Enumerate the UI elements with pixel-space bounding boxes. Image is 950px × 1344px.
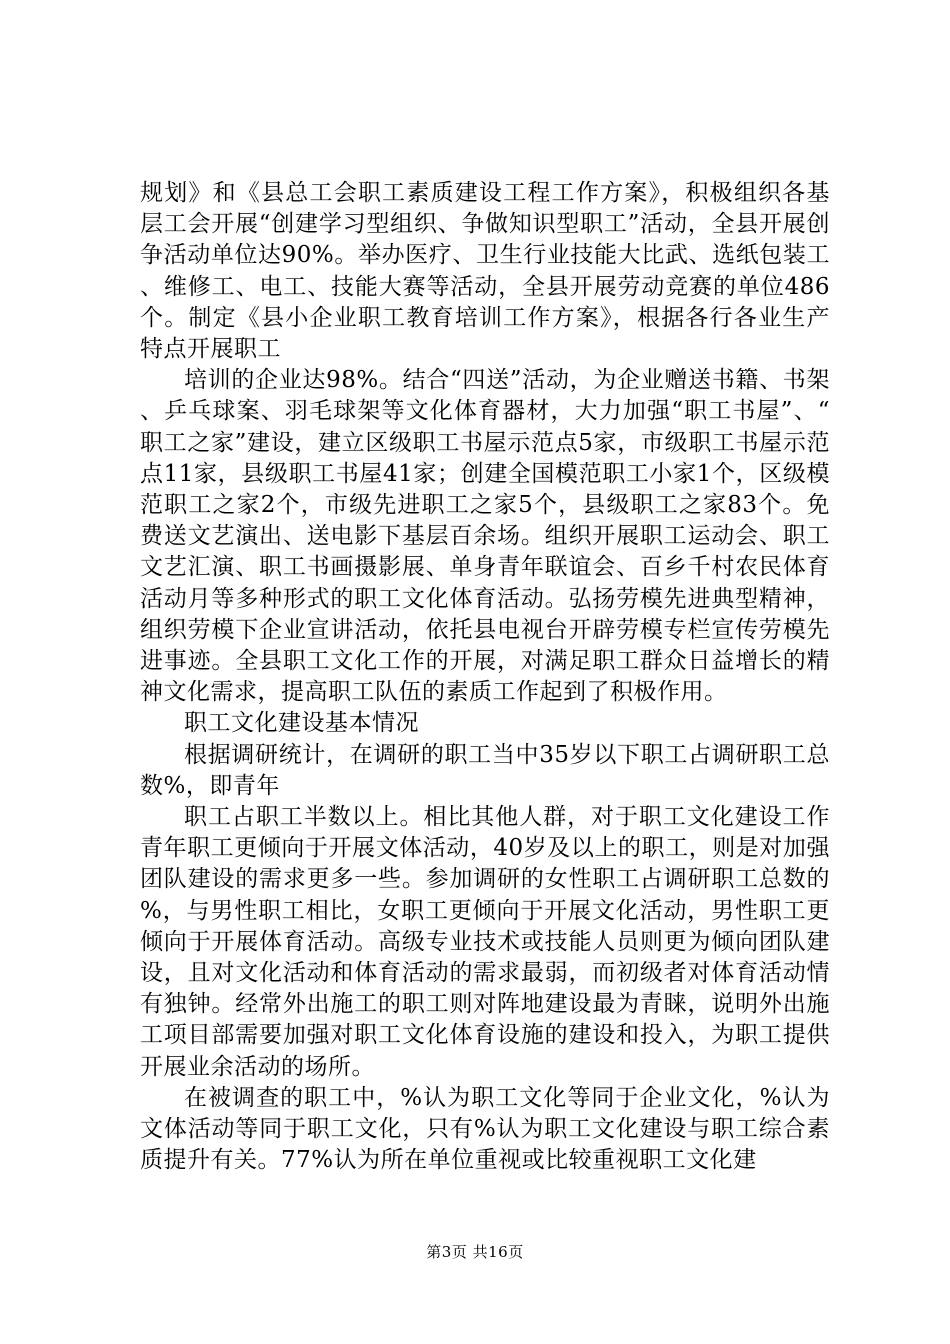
- paragraph: 在被调查的职工中，%认为职工文化等同于企业文化，%认为文体活动等同于职工文化，只有%认为职工文化建设与职工综合素质提升有关。77%认为所在单位重视或比较重视职工文化建: [140, 1084, 830, 1174]
- page-footer: [0, 1242, 950, 1262]
- paragraph: 职工占职工半数以上。相比其他人群，对于职工文化建设工作青年职工更倾向于开展文体活动，40岁及以上的职工，则是对加强团队建设的需求更多一些。参加调研的女性职工占调研职工总数的%，与男性职工相比，女职工更倾向于开展文化活动，男性职工更倾向于开展体育活动。高级专业技术或技能人员则更为倾向团队建设，且对文化活动和体育活动的需求最弱，而初级者对体育活动情有独钟。经常外出施工的职工则对阵地建设最为青睐，说明外出施工项目部需要加强对职工文化体育设施的建设和投入，为职工提供开展业余活动的场所。: [140, 804, 830, 1080]
- document-body: [140, 178, 830, 1177]
- page-number: 第3页 共16页: [426, 1243, 524, 1261]
- paragraph: 培训的企业达98%。结合“四送”活动，为企业赠送书籍、书架、乒乓球案、羽毛球架等文化体育器材，大力加强“职工书屋”、“职工之家”建设，建立区级职工书屋示范点5家，市级职工书屋示范点11家，县级职工书屋41家；创建全国模范职工小家1个，区级模范职工之家2个，市级先进职工之家5个，县级职工之家83个。免费送文艺演出、送电影下基层百余场。组织开展职工运动会、职工文艺汇演、职工书画摄影展、单身青年联谊会、百乡千村农民体育活动月等多种形式的职工文化体育活动。弘扬劳模先进典型精神，组织劳模下企业宣讲活动，依托县电视台开辟劳模专栏宣传劳模先进事迹。全县职工文化工作的开展，对满足职工群众日益增长的精神文化需求，提高职工队伍的素质工作起到了积极作用。: [140, 367, 830, 706]
- paragraph: 规划》和《县总工会职工素质建设工程工作方案》，积极组织各基层工会开展“创建学习型组织、争做知识型职工”活动，全县开展创争活动单位达90%。举办医疗、卫生行业技能大比武、选纸包装工、维修工、电工、技能大赛等活动，全县开展劳动竞赛的单位486个。制定《县小企业职工教育培训工作方案》，根据各行各业生产特点开展职工: [140, 180, 830, 363]
- section-heading: 职工文化建设基本情况: [184, 710, 419, 737]
- paragraph: 根据调研统计，在调研的职工当中35岁以下职工占调研职工总数%，即青年: [140, 741, 830, 799]
